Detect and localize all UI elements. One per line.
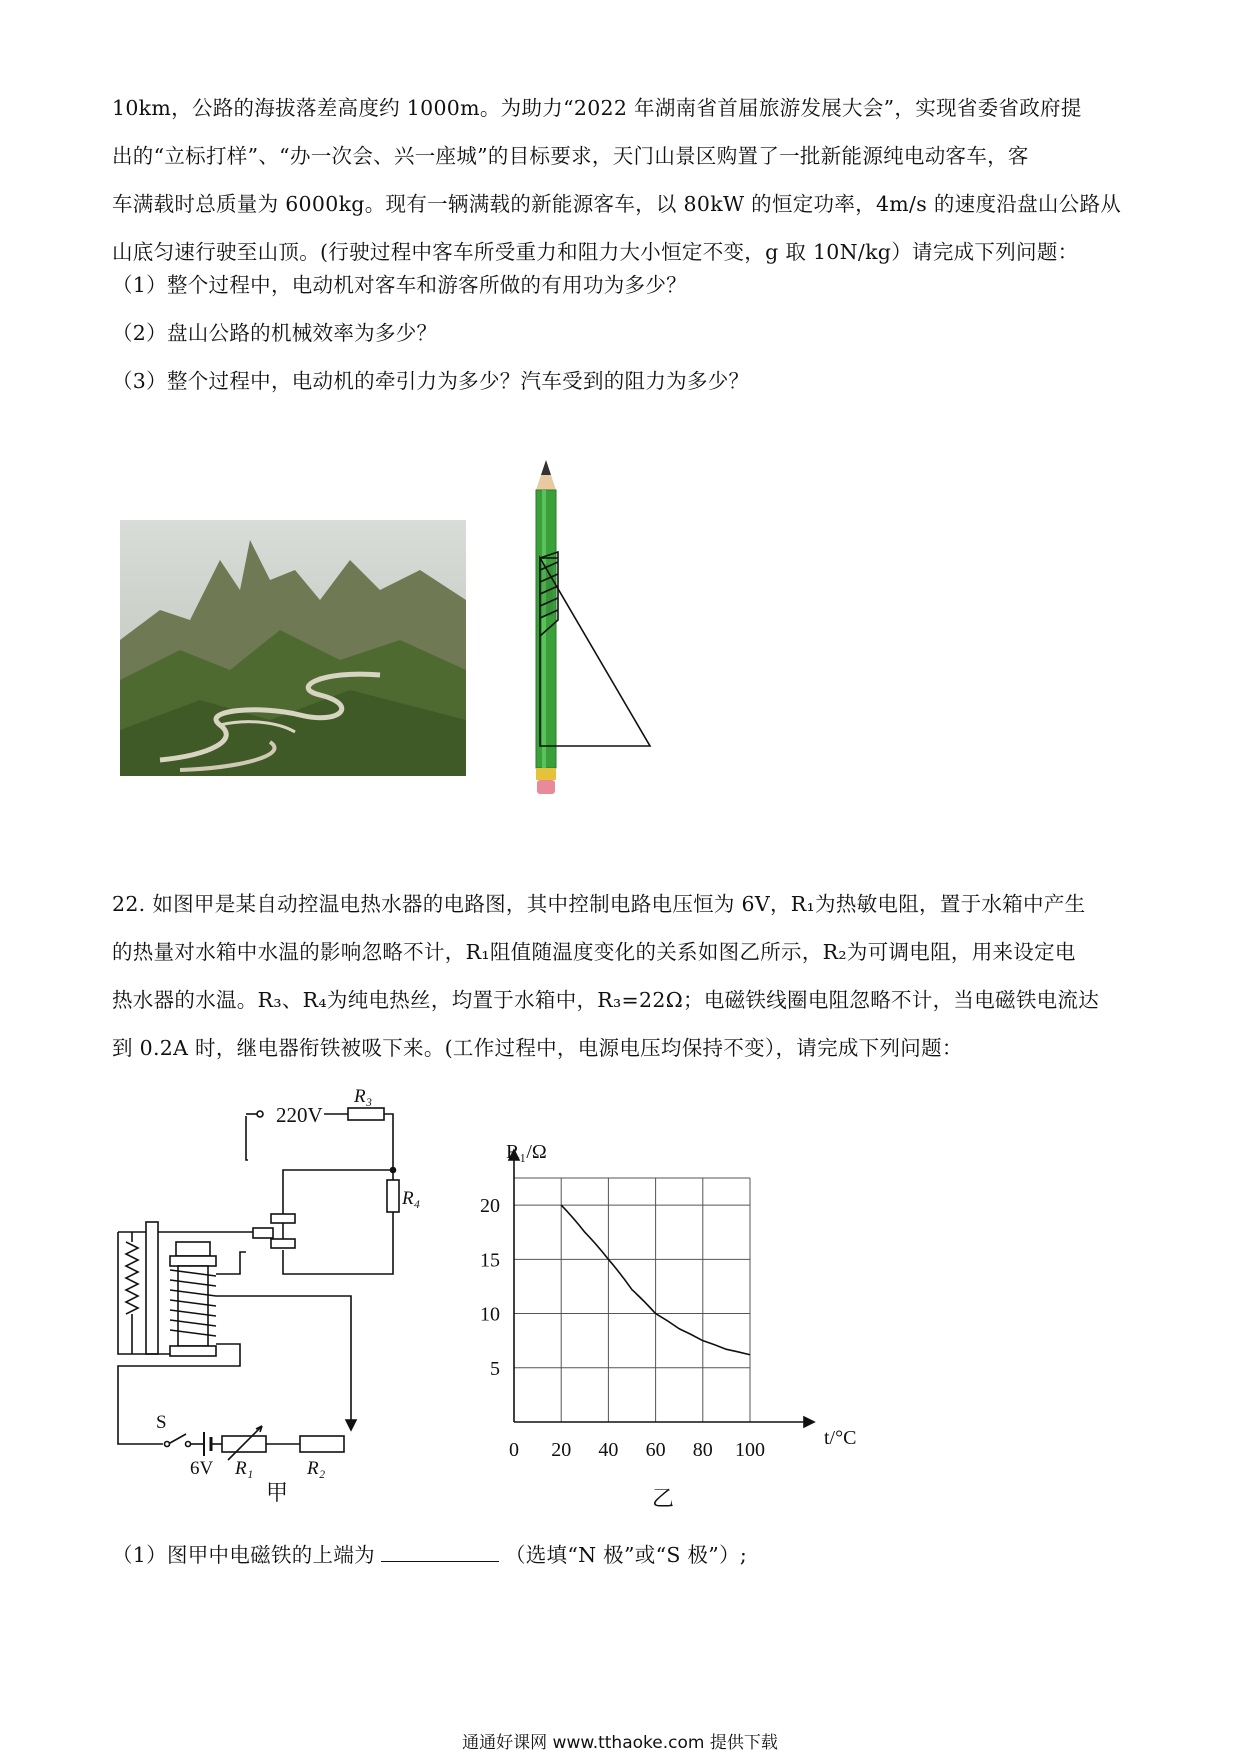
x-tick-label: 60: [645, 1439, 666, 1461]
switch-label: S: [156, 1412, 167, 1433]
figure-jia-caption: 甲: [266, 1481, 289, 1506]
mountain-road-photo: [120, 520, 466, 776]
pencil-incline-figure: [520, 460, 660, 810]
x-axis-arrow: [804, 1417, 814, 1427]
y-tick-label: 15: [480, 1249, 500, 1272]
x-tick-label: 40: [598, 1439, 619, 1461]
q21-sub2: （2）盘山公路的机械效率为多少？: [112, 321, 438, 345]
r3-label: R₃: [354, 1086, 373, 1107]
q21-line: 车满载时总质量为 6000kg。现有一辆满载的新能源客车，以 80kW 的恒定功率，4m/s 的速度沿盘山公路从: [112, 192, 1122, 216]
q22-line: 到 0.2A 时，继电器衔铁被吸下来。(工作过程中，电源电压均保持不变），请完成下列问题：: [112, 1036, 963, 1060]
y-axis-label: R₁/Ω: [506, 1141, 547, 1163]
voltage-220-label: 220V: [276, 1103, 323, 1127]
q21-line: 10km，公路的海拔落差高度约 1000m。为助力“2022 年湖南省首届旅游发展大会”，实现省委省政府提: [112, 96, 1082, 120]
r4-label: R₄: [402, 1188, 421, 1209]
q22-line: 热水器的水温。R₃、R₄为纯电热丝，均置于水箱中，R₃=22Ω；电磁铁线圈电阻忽略不计，当电磁铁电流达: [112, 988, 1100, 1012]
q21-sub3: （3）整个过程中，电动机的牵引力为多少？汽车受到的阻力为多少？: [112, 369, 750, 393]
y-tick-label: 20: [480, 1195, 500, 1218]
r2-label: R₂: [307, 1458, 326, 1479]
q22-sub1-suffix: （选填“N 极”或“S 极”）;: [504, 1543, 748, 1567]
q22-line: 22. 如图甲是某自动控温电热水器的电路图，其中控制电路电压恒为 6V，R₁为热敏电阻，置于水箱中产生: [112, 892, 1086, 916]
q22-paragraph: [112, 880, 1136, 1072]
x-tick-label: 100: [735, 1439, 765, 1461]
x-tick-label: 20: [551, 1439, 572, 1461]
x-tick-label: 0: [509, 1439, 519, 1461]
x-tick-label: 80: [692, 1439, 713, 1461]
q21-line: 山底匀速行驶至山顶。(行驶过程中客车所受重力和阻力大小恒定不变，g 取 10N/kg）请完成下列问题：: [112, 240, 1079, 264]
y-tick-label: 5: [490, 1357, 500, 1380]
q21-line: 出的“立标打样”、“办一次会、兴一座城”的目标要求，天门山景区购置了一批新能源纯电动客车，客: [112, 144, 1029, 168]
r1-temperature-chart: [460, 1136, 880, 1466]
answer-blank[interactable]: [381, 1543, 499, 1562]
footer-source: 通通好课网 www.tthaoke.com 提供下载: [462, 1733, 778, 1753]
q22-sub1: [112, 1538, 747, 1568]
battery-label: 6V: [190, 1458, 214, 1479]
relay-circuit-diagram: [108, 1082, 428, 1479]
q22-line: 的热量对水箱中水温的影响忽略不计，R₁阻值随温度变化的关系如图乙所示，R₂为可调电阻，用来设定电: [112, 940, 1076, 964]
x-axis-label: t/°C: [824, 1427, 857, 1449]
y-tick-label: 10: [480, 1303, 500, 1326]
q21-sub1: （1）整个过程中，电动机对客车和游客所做的有用功为多少？: [112, 273, 687, 297]
r1-label: R₁: [235, 1458, 254, 1479]
q22-sub1-prefix: （1）图甲中电磁铁的上端为: [112, 1543, 375, 1567]
figure-yi-caption: 乙: [652, 1487, 675, 1512]
q21-paragraph: [112, 84, 1136, 276]
